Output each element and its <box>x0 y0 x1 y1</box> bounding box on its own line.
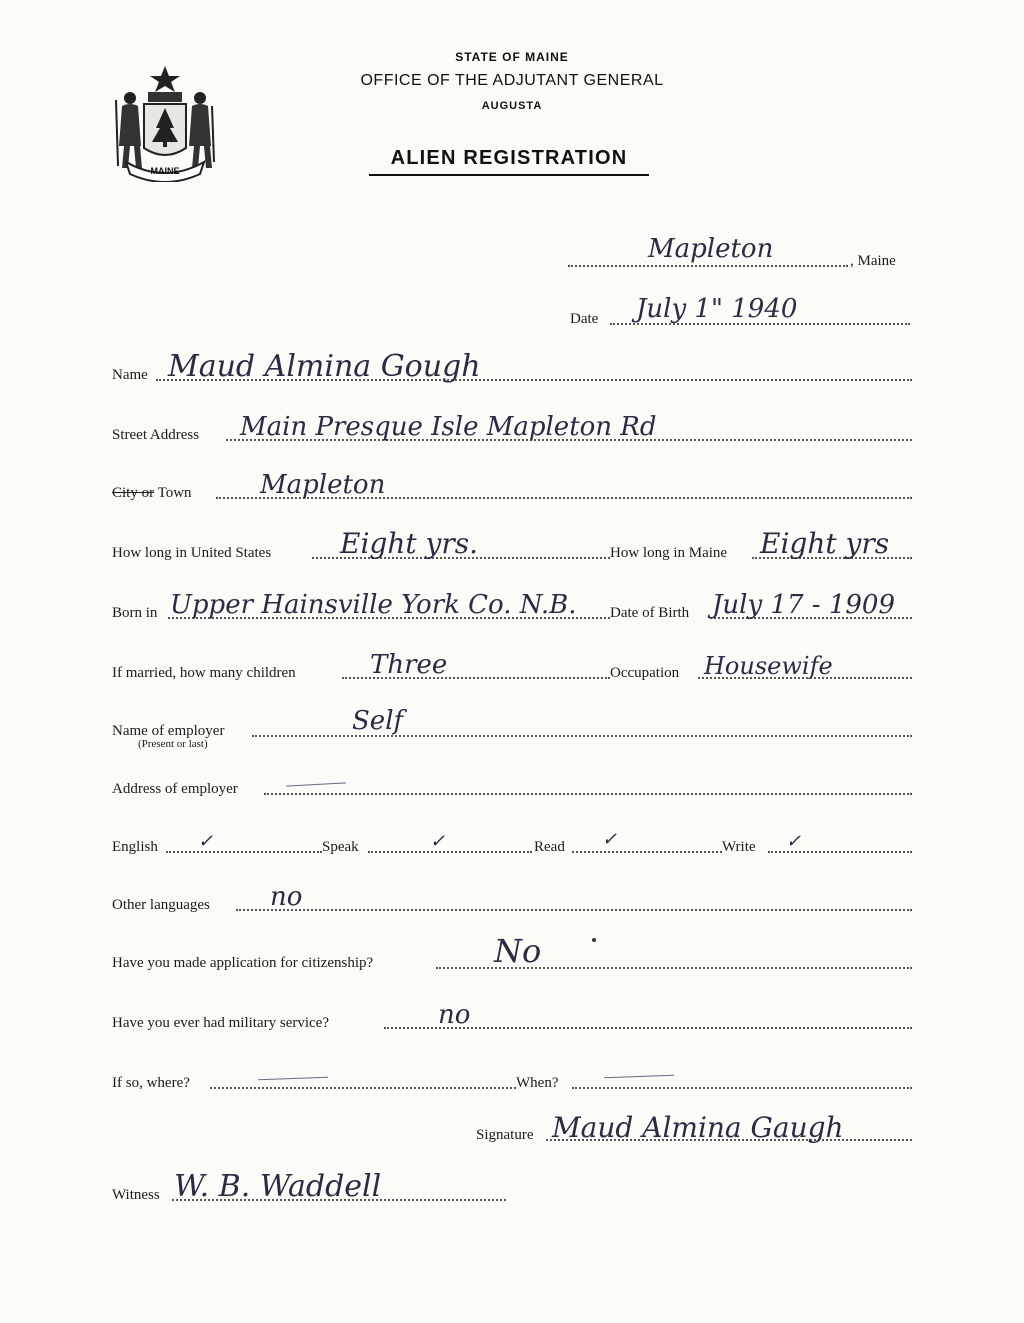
speak-label: Speak <box>322 839 359 855</box>
svg-text:MAINE: MAINE <box>150 166 180 176</box>
name-value: Maud Almina Gough <box>168 349 481 384</box>
header-city: AUGUSTA <box>481 100 543 112</box>
header-office: OFFICE OF THE ADJUTANT GENERAL <box>360 72 664 89</box>
born-label: Born in <box>112 605 158 621</box>
maine-duration-label: How long in Maine <box>610 545 728 561</box>
witness-value: W. B. Waddell <box>174 1169 382 1204</box>
english-value: ✓ <box>198 831 214 852</box>
date-label: Date <box>570 311 599 327</box>
read-value: ✓ <box>602 829 618 850</box>
signature-value: Maud Almina Gaugh <box>552 1111 844 1144</box>
dob-label: Date of Birth <box>610 605 690 621</box>
place-label: , Maine <box>850 253 896 269</box>
date-row <box>570 294 914 332</box>
when-label: When? <box>516 1075 559 1091</box>
speak-value: ✓ <box>430 831 446 852</box>
other-languages-value: no <box>270 882 303 912</box>
employer-label: Name of employer <box>112 723 225 739</box>
children-value: Three <box>370 650 448 680</box>
name-row <box>112 349 912 388</box>
town-value: Mapleton <box>260 470 386 500</box>
languages-row <box>112 828 912 860</box>
form-title: ALIEN REGISTRATION <box>369 147 649 176</box>
place-value: Mapleton <box>648 234 774 264</box>
name-label: Name <box>112 367 148 383</box>
town-label-block <box>112 485 192 502</box>
employer-address-label: Address of employer <box>112 781 238 797</box>
citizenship-row <box>112 932 912 976</box>
employer-address-row <box>112 770 912 802</box>
children-row <box>112 650 912 686</box>
occupation-value: Housewife <box>704 652 833 680</box>
ink-dot <box>592 938 596 942</box>
military-label: Have you ever had military service? <box>112 1015 329 1031</box>
citizenship-label: Have you made application for citizenship? <box>112 955 374 971</box>
place-row <box>568 234 914 274</box>
duration-row <box>112 527 912 566</box>
birth-row <box>112 590 912 626</box>
date-value: July 1" 1940 <box>636 294 798 324</box>
read-label: Read <box>534 839 565 855</box>
born-value: Upper Hainsville York Co. N.B. <box>170 590 577 620</box>
other-languages-row <box>112 882 912 918</box>
us-duration-value: Eight yrs. <box>340 527 478 560</box>
where-when-row <box>112 1064 912 1096</box>
english-label: English <box>112 839 158 855</box>
us-duration-label: How long in United States <box>112 545 272 561</box>
employer-sublabel: (Present or last) <box>138 738 208 750</box>
other-languages-label: Other languages <box>112 897 210 913</box>
maine-duration-value: Eight yrs <box>760 527 890 560</box>
town-label: Town <box>157 485 192 501</box>
citizenship-value: No <box>494 932 542 970</box>
signature-row <box>476 1111 916 1148</box>
street-row <box>112 412 912 448</box>
where-label: If so, where? <box>112 1075 190 1091</box>
signature-label: Signature <box>476 1127 534 1143</box>
write-label: Write <box>722 839 756 855</box>
occupation-label: Occupation <box>610 665 680 681</box>
dob-value: July 17 - 1909 <box>712 590 896 620</box>
street-label: Street Address <box>112 427 200 443</box>
witness-label: Witness <box>112 1187 160 1203</box>
town-label-struck: City or <box>112 485 155 501</box>
town-row <box>112 470 912 506</box>
street-value: Main Presque Isle Mapleton Rd <box>240 412 657 442</box>
header-state: STATE OF MAINE <box>455 50 569 64</box>
employer-value: Self <box>352 706 404 736</box>
military-row <box>112 1000 912 1036</box>
write-value: ✓ <box>786 831 802 852</box>
military-value: no <box>438 1000 471 1030</box>
employer-row <box>112 706 912 744</box>
witness-row <box>112 1169 508 1208</box>
children-label: If married, how many children <box>112 665 296 681</box>
